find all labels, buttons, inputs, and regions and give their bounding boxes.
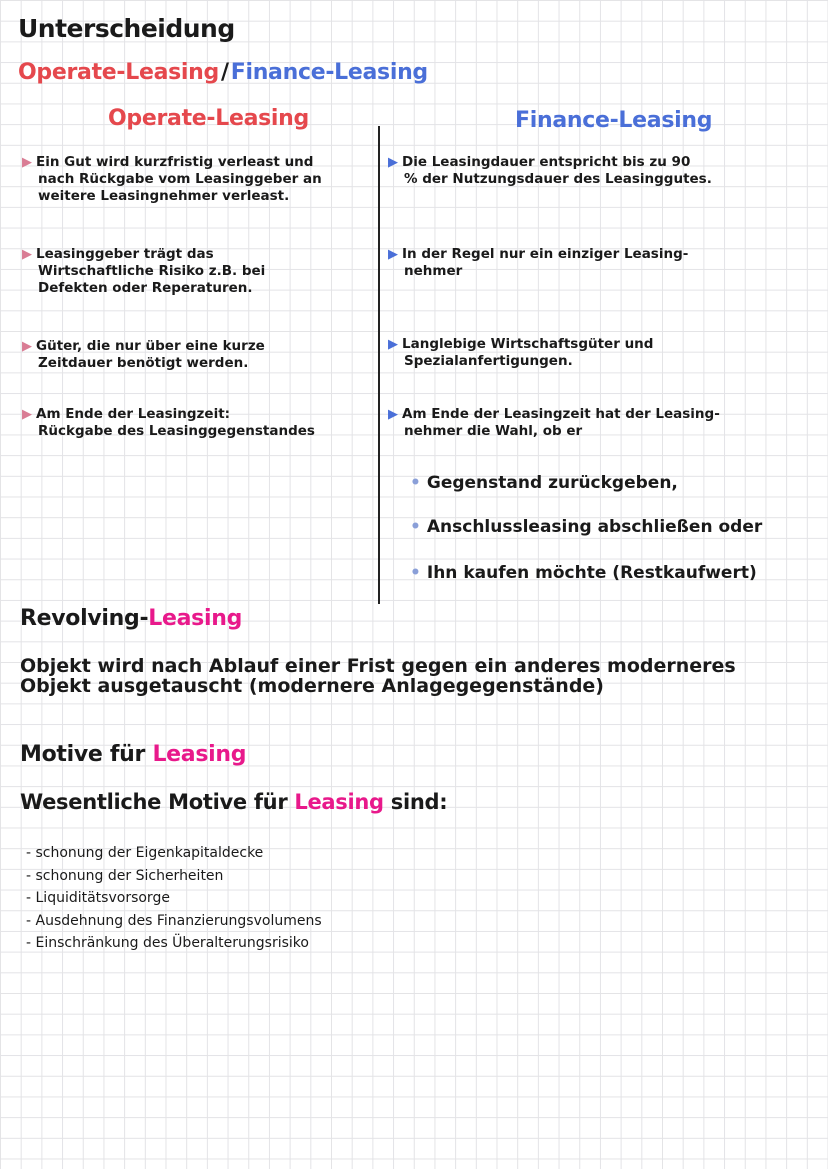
operate-bullet-1 — [22, 154, 322, 205]
operate-bullet-2 — [22, 246, 265, 297]
bullet-line: weitere Leasingnehmer verleast. — [38, 188, 290, 204]
finance-bullet-3 — [388, 336, 653, 370]
motive-intro-highlight: Leasing — [294, 790, 384, 814]
bullet-line: In der Regel nur ein einziger Leasing- — [402, 246, 689, 262]
bullet-line: Güter, die nur über eine kurze — [36, 338, 265, 354]
operate-bullet-3 — [22, 338, 265, 372]
bullet-dot-icon: • — [410, 563, 421, 583]
bullet-line: nach Rückgabe vom Leasinggeber an — [38, 171, 322, 187]
list-item: - Liquiditätsvorsorge — [26, 890, 170, 906]
subtitle-slash: / — [220, 60, 229, 85]
sub-bullet-text: Anschlussleasing abschließen oder — [426, 517, 763, 537]
motive-list — [26, 842, 322, 955]
motive-heading-highlight: Leasing — [152, 742, 247, 767]
sub-bullet-text: Gegenstand zurückgeben, — [426, 473, 678, 493]
bullet-triangle-icon: ▶ — [22, 407, 32, 422]
bullet-triangle-icon: ▶ — [388, 247, 398, 262]
finance-bullet-4 — [388, 406, 720, 440]
revolving-line-1: Objekt wird nach Ablauf einer Frist gegen ein anderes moderneres — [20, 655, 736, 677]
motive-intro-suffix: sind: — [383, 790, 448, 814]
bullet-triangle-icon: ▶ — [22, 155, 32, 170]
motive-intro-prefix: Wesentliche Motive für — [20, 790, 295, 814]
bullet-triangle-icon: ▶ — [388, 337, 398, 352]
bullet-triangle-icon: ▶ — [388, 155, 398, 170]
list-item: - schonung der Sicherheiten — [26, 867, 224, 884]
finance-sub-bullet-3 — [410, 562, 757, 584]
finance-sub-bullet-2 — [410, 516, 762, 538]
bullet-line: Die Leasingdauer entspricht bis zu 90 — [402, 154, 691, 170]
bullet-line: nehmer — [404, 263, 463, 279]
motive-heading — [20, 742, 246, 767]
finance-bullet-2 — [388, 246, 688, 280]
list-item: - Ausdehnung des Finanzierungsvolumens — [26, 912, 322, 929]
revolving-heading — [20, 606, 242, 631]
subtitle — [18, 60, 428, 85]
bullet-dot-icon: • — [410, 517, 421, 537]
bullet-triangle-icon: ▶ — [22, 247, 32, 262]
motive-intro — [20, 790, 447, 814]
revolving-heading-prefix: Revolving- — [20, 606, 149, 631]
bullet-triangle-icon: ▶ — [388, 407, 398, 422]
list-item: - schonung der Eigenkapitaldecke — [26, 845, 264, 861]
sub-bullet-text: Ihn kaufen möchte (Restkaufwert) — [426, 563, 757, 583]
finance-leasing-heading: Finance-Leasing — [515, 108, 713, 133]
bullet-dot-icon: • — [410, 473, 421, 493]
bullet-line: nehmer die Wahl, ob er — [404, 423, 583, 439]
bullet-line: Spezialanfertigungen. — [404, 353, 573, 369]
list-item: - Einschränkung des Überalterungsrisiko — [26, 935, 309, 951]
finance-bullet-1 — [388, 154, 712, 188]
page-title: Unterscheidung — [18, 14, 235, 43]
operate-leasing-heading: Operate-Leasing — [108, 106, 309, 131]
revolving-text — [20, 656, 736, 696]
operate-bullet-4 — [22, 406, 315, 440]
subtitle-operate: Operate-Leasing — [18, 60, 219, 85]
subtitle-finance: Finance-Leasing — [230, 60, 428, 85]
motive-heading-prefix: Motive für — [20, 742, 153, 767]
finance-sub-bullet-1 — [410, 472, 678, 494]
bullet-line: Leasinggeber trägt das — [36, 246, 214, 262]
bullet-line: Defekten oder Reperaturen. — [38, 280, 253, 296]
bullet-line: Am Ende der Leasingzeit hat der Leasing- — [402, 406, 720, 422]
revolving-line-2: Objekt ausgetauscht (modernere Anlagegegenstände) — [20, 675, 604, 697]
bullet-line: Langlebige Wirtschaftsgüter und — [402, 336, 654, 352]
bullet-line: % der Nutzungsdauer des Leasinggutes. — [404, 171, 712, 187]
bullet-line: Zeitdauer benötigt werden. — [38, 355, 249, 371]
bullet-triangle-icon: ▶ — [22, 339, 32, 354]
column-divider — [378, 126, 380, 604]
bullet-line: Am Ende der Leasingzeit: — [36, 406, 231, 422]
bullet-line: Rückgabe des Leasinggegenstandes — [38, 423, 315, 439]
revolving-heading-highlight: Leasing — [148, 606, 243, 631]
bullet-line: Wirtschaftliche Risiko z.B. bei — [38, 263, 266, 279]
bullet-line: Ein Gut wird kurzfristig verleast und — [36, 154, 314, 170]
